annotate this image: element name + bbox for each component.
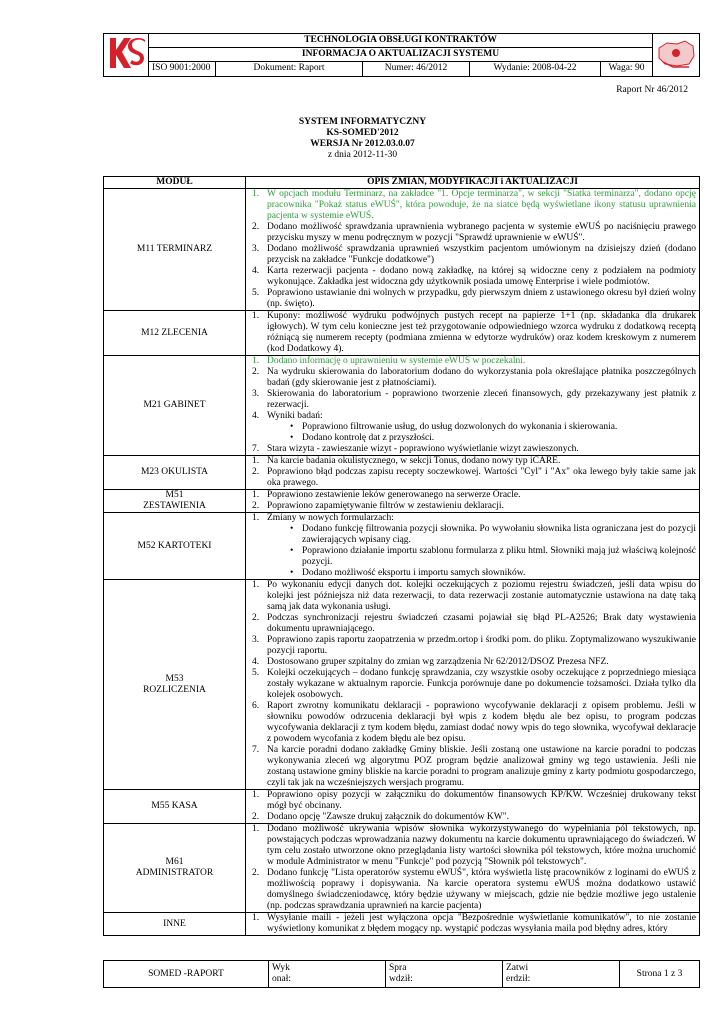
module-changes — [246, 356, 700, 456]
table-row — [104, 311, 700, 356]
col-module-header: MODUŁ — [104, 177, 246, 189]
footer-doc: SOMED -RAPORT — [104, 961, 269, 988]
footer-approved-line1: Zatwi — [506, 963, 529, 973]
bullet-item: • Poprawiono działanie importu szablonu formularza z pliku html. Słowniki mają już właściwą kolejność pozycji. — [302, 546, 696, 568]
module-changes — [246, 456, 700, 490]
document-header — [103, 33, 700, 77]
company-logo — [104, 34, 149, 77]
bullet-item: • Dodano możliwość eksportu i importu samych słowników. — [302, 568, 696, 579]
list-item: Dodano możliwość sprawdzania uprawnień wszystkim pacjentom umówionym na dzisiejszy dzień (dodano przycisk na zakładce "Funkcje dodatkowe") — [267, 244, 696, 265]
module-name: M23 OKULISTA — [104, 456, 246, 490]
doc-title-line2: KS-SOMED'2012 — [326, 128, 399, 138]
bullet-item: • Poprawiono filtrowanie usług, do usług dozwolonych do wykonania i skierowania. — [302, 422, 696, 433]
table-row — [104, 189, 700, 311]
quality-stamp — [653, 34, 700, 77]
doc-title-line1: SYSTEM INFORMATYCZNY — [298, 117, 427, 127]
module-name: M55 KASA — [104, 790, 246, 824]
header-issue: Wydanie: 2008-04-22 — [470, 62, 601, 76]
module-changes — [246, 490, 700, 513]
footer-performed-line2: onał: — [272, 974, 291, 984]
list-item: Na karcie badania okulistycznego, w sekcji Tonus, dodano nowy typ iCARE. — [267, 456, 561, 466]
list-item-text: Wyniki badań: — [267, 411, 323, 421]
list-item — [249, 513, 696, 579]
module-changes — [246, 580, 700, 790]
list-item: Na karcie poradni dodano zakładkę Gminy bliskie. Jeśli zostaną one ustawione na karcie poradni to podczas wykonywania zleceń wg algorytmu POZ program będzie analizował gminy wg tego ustawienia. Jeśli nie zostaną ustawione gminy bliskie na karcie poradni to program analizuje gminy z karty podmiotu gospodarczego, czyli tak jak na wcześniejszych wersjach programu. — [267, 745, 696, 788]
module-changes — [246, 824, 700, 913]
table-row — [104, 456, 700, 490]
bullet-item: • Dodano funkcję filtrowania pozycji słownika. Po wywołaniu słownika lista ograniczana jest do pozycji zawierających wpisany ciąg. — [302, 524, 696, 546]
module-changes — [246, 311, 700, 356]
footer-approved — [503, 961, 620, 988]
list-item: Poprawiono zapamiętywanie filtrów w zestawieniu deklaracji. — [267, 501, 504, 511]
header-number: Numer: 46/2012 — [363, 62, 470, 76]
footer-page-number: Strona 1 z 3 — [620, 961, 700, 988]
module-name-line1: M61 — [165, 857, 184, 867]
header-doc-type: Dokument: Raport — [216, 62, 363, 76]
footer-performed — [269, 961, 386, 988]
list-item: Dodano opcję "Zawsze drukuj załącznik do dokumentów KW". — [267, 812, 510, 822]
module-name: M21 GABINET — [104, 356, 246, 456]
list-item: Dodano informację o uprawnieniu w systemie eWUŚ w poczekalni. — [267, 356, 526, 366]
doc-title-date: z dnia 2012-11-30 — [327, 150, 398, 160]
table-row — [104, 356, 700, 456]
changes-table — [103, 176, 700, 936]
list-item: Poprawiono opisy pozycji w załączniku do dokumentów finansowych KP/KW. Wcześniej drukowany tekst mógł być obcinany. — [267, 790, 696, 811]
module-changes — [246, 790, 700, 824]
map-stamp-icon — [653, 34, 699, 72]
list-item: Kupony: możliwość wydruku podwójnych pustych recept na papierze 1+1 (np. składanka dla drukarek igłowych). W tym celu konieczne jest też przygotowanie odpowiedniego wzorca wydruku z dodatkową receptą różniącą się numerem recepty (podmiana zmienna w edytorze wydruków) oraz kodem kreskowym z numerem (kod Dodatkowy 4). — [267, 311, 696, 354]
module-name — [104, 580, 246, 790]
list-item: Wysyłanie maili - jeżeli jest wyłączona opcja "Bezpośrednie wyświetlanie komunikatów", to nie zostanie wyświetlony komunikat z błędem mogący np. wystąpić podczas wysyłania maila pod błędny adres, który — [267, 913, 696, 934]
report-number: Raport Nr 46/2012 — [616, 85, 688, 95]
list-item — [249, 411, 696, 444]
list-item: Poprawiono zapis raportu zaopatrzenia w przedm.ortop i środki pom. do pliku. Zoptymalizowano wyszukiwanie pozycji raportu. — [267, 635, 696, 656]
module-name-line2: ZESTAWIENIA — [143, 501, 206, 511]
footer-performed-line1: Wyk — [272, 963, 290, 973]
list-item: Karta rezerwacji pacjenta - dodano nową zakładkę, na której są widoczne ceny z podziałem na podmioty wykonujące. Zakładka jest widoczna gdy użytkownik posiada umowę Enterprise i wiele podmiotów. — [267, 266, 696, 287]
module-changes — [246, 913, 700, 936]
list-item-text: Zmiany w nowych formularzach: — [267, 513, 394, 523]
doc-title-line3: WERSJA Nr 2012.03.0.07 — [310, 139, 415, 149]
list-item: Kolejki oczekujących – dodano funkcję sprawdzania, czy wszystkie osoby oczekujące z poprzedniego miesiąca zostały wykazane w aktualnym raporcie. Funkcja porównuje dane po dokumencie tożsamości. Działa tylko dla kolejek osobowych. — [267, 668, 696, 700]
table-row — [104, 490, 700, 513]
module-name: M12 ZLECENIA — [104, 311, 246, 356]
table-row — [104, 580, 700, 790]
module-changes — [246, 189, 700, 311]
table-row — [104, 824, 700, 913]
module-name: M52 KARTOTEKI — [104, 513, 246, 580]
module-name: M11 TERMINARZ — [104, 189, 246, 311]
header-title-2: INFORMACJA O AKTUALIZACJI SYSTEMU — [149, 47, 653, 61]
footer-checked — [386, 961, 503, 988]
col-desc-header: OPIS ZMIAN, MODYFIKACJI i AKTUALIZACJI — [246, 177, 700, 189]
list-item: W opcjach modułu Terminarz, na zakładce "1. Opcje terminarza", w sekcji "Siatka terminarza", dodano opcję pracownika "Pokaż status eWUŚ", która powoduje, że na siatce będą wyświetlane ikony statusu uprawnienia pacjenta w systemie eWUŚ. — [267, 189, 696, 221]
module-name-line1: M51 — [165, 490, 184, 500]
table-row — [104, 513, 700, 580]
doc-title-block — [0, 117, 725, 161]
module-name-line1: M53 — [165, 673, 184, 684]
module-name-line2: ROZLICZENIA — [143, 684, 206, 695]
footer-checked-line2: wdził: — [389, 974, 413, 984]
list-item: Podczas synchronizacji rejestru świadczeń czasami pojawiał się błąd PL-A2526; Brak daty wystawienia dokumentu uprawniającego. — [267, 613, 696, 634]
bullet-item: • Dodano kontrolę dat z przyszłości. — [302, 433, 696, 444]
header-iso: ISO 9001:2000 — [149, 62, 216, 76]
footer-approved-line2: erdził: — [506, 974, 531, 984]
document-footer — [103, 960, 700, 988]
list-item: Raport zwrotny komunikatu deklaracji - poprawiono wycofywanie deklaracji z opisem problemu. Jeśli w słowniku powodów odrzucenia deklaracji był wpis z kodem błędu ale bez opisu, to program podczas wycofywania deklaracji z tym kodem błędu, zamiast dodać nowy wpis do tego słownika, wycofywał deklaracje z powodem wycofania z kodem błędu ale bez opisu. — [267, 701, 696, 744]
module-name — [104, 490, 246, 513]
list-item: Poprawiono błąd podczas zapisu recepty soczewkowej. Wartości "Cyl" i "Ax" oka lewego były takie same jak oka prawego. — [267, 467, 696, 488]
footer-checked-line1: Spra — [389, 963, 407, 973]
list-item: Stara wizyta - zawieszanie wizyt - poprawiono wyświetlanie wizyt zawieszonych. — [267, 444, 579, 454]
table-header-row — [104, 177, 700, 189]
header-title-1: TECHNOLOGIA OBSŁUGI KONTRAKTÓW — [149, 34, 653, 48]
module-name-line2: ADMINISTRATOR — [135, 868, 214, 878]
module-changes — [246, 513, 700, 580]
header-weight: Waga: 90 — [608, 62, 645, 73]
table-row — [104, 790, 700, 824]
list-item: Dodano możliwość sprawdzania uprawnienia wybranego pacjenta w systemie eWUŚ po naciśnięciu prawego przycisku myszy w menu podręcznym w pozycji "Sprawdź uprawnienie w eWUŚ". — [267, 222, 696, 243]
list-item: Skierowania do laboratorium - poprawiono tworzenie zleceń finansowych, gdy przekazywany jest płatnik z rezerwacji. — [267, 389, 696, 410]
list-item: Dostosowano gruper szpitalny do zmian wg zarządzenia Nr 62/2012/DSOZ Prezesa NFZ. — [267, 657, 609, 667]
list-item: Poprawiono zestawienie leków generowanego na serwerze Oracle. — [267, 490, 521, 500]
header-meta-row — [149, 61, 653, 76]
module-name — [104, 824, 246, 913]
list-item: Na wydruku skierowania do laboratorium dodano do wykorzystania pola określające płatnika poszczególnych badań (gdy skierowanie jest z płatnościami). — [267, 367, 696, 388]
ks-logo-icon — [104, 34, 148, 72]
list-item: Po wykonaniu edycji danych dot. kolejki oczekujących z poziomu rejestru świadczeń, jeśli data wpisu do kolejki jest późniejsza niż data rezerwacji, to data rezerwacji zostanie automatycznie ustawiona na datę taką samą jak data wykonania usługi. — [267, 580, 696, 612]
list-item: Poprawiono ustawianie dni wolnych w przypadku, gdy pierwszym dniem z ustawionego okresu był dzień wolny (np. święto). — [267, 288, 696, 309]
list-item: Dodano funkcję "Lista operatorów systemu eWUŚ", która wyświetla listę pracowników z loginami do eWUŚ z możliwością poprawy i dopisywania. Na karcie operatora systemu eWUŚ można dodatkowo ustawić domyślnego świadczeniodawcę, który będzie używany w miejscach, gdzie nie będzie możliwe jego ustalenie (np. podczas sprawdzania uprawnień na karcie pacjenta) — [267, 868, 696, 911]
list-item: Dodano możliwość ukrywania wpisów słownika wykorzystywanego do wypełniania pól tekstowych, np. powstających podczas wprowadzania nazwy dokumentu na karcie dokumentu uprawniającego do świadczeń. W tym celu zostało utworzone okno przeglądania listy wartości słownika pól tekstowych, które można uruchomić w module Administrator w menu "Funkcje" pod pozycją "Słownik pól tekstowych". — [267, 824, 696, 867]
table-row — [104, 913, 700, 936]
module-name: INNE — [104, 913, 246, 936]
